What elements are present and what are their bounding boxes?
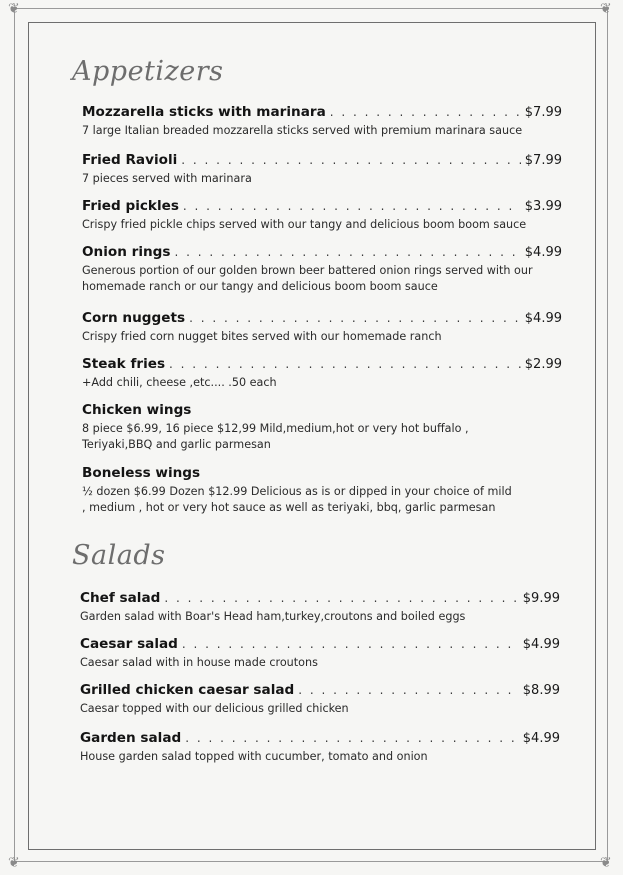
corner-flourish-icon: ❦ <box>600 855 612 871</box>
item-price: $4.99 <box>524 245 562 260</box>
leader-dots <box>298 683 519 697</box>
item-price: $4.99 <box>522 731 560 746</box>
item-description: ½ dozen $6.99 Dozen $12.99 Delicious as is or dipped in your choice of mild , medium , hot or very hot sauce as well as teriyaki, bbq, garlic parmesan <box>82 485 512 514</box>
item-description: Caesar salad with in house made croutons <box>80 656 318 669</box>
corner-flourish-icon: ❦ <box>600 1 612 17</box>
item-price: $9.99 <box>522 591 560 606</box>
menu-item-fried-pickles <box>82 198 562 233</box>
item-name: Chicken wings <box>82 402 192 418</box>
appetizers-heading: Appetizers <box>72 56 224 87</box>
item-price: $2.99 <box>524 357 562 372</box>
leader-dots <box>182 637 519 651</box>
item-description: 7 pieces served with marinara <box>82 172 252 185</box>
leader-dots <box>181 153 520 167</box>
item-name: Boneless wings <box>82 465 201 481</box>
item-name: Mozzarella sticks with marinara <box>82 104 326 120</box>
menu-item-garden-salad <box>80 730 560 765</box>
item-name: Chef salad <box>80 590 161 606</box>
leader-dots <box>183 199 521 213</box>
item-name: Garden salad <box>80 730 182 746</box>
leader-dots <box>185 731 519 745</box>
item-name: Grilled chicken caesar salad <box>80 682 295 698</box>
item-name: Caesar salad <box>80 636 178 652</box>
leader-dots <box>175 245 521 259</box>
item-name: Fried pickles <box>82 198 179 214</box>
item-name: Onion rings <box>82 244 171 260</box>
leader-dots <box>189 311 521 325</box>
item-price: $3.99 <box>524 199 562 214</box>
item-price: $7.99 <box>524 105 562 120</box>
menu-item-onion-rings <box>82 244 562 295</box>
item-name: Corn nuggets <box>82 310 186 326</box>
item-description: +Add chili, cheese ,etc.... .50 each <box>82 376 277 389</box>
menu-item-fried-ravioli <box>82 152 562 187</box>
menu-item-steak-fries <box>82 356 562 391</box>
salads-heading: Salads <box>72 540 166 571</box>
leader-dots <box>164 591 518 605</box>
item-price: $4.99 <box>524 311 562 326</box>
item-price: $8.99 <box>522 683 560 698</box>
menu-item-boneless-wings <box>82 465 562 516</box>
item-description: Garden salad with Boar's Head ham,turkey,croutons and boiled eggs <box>80 610 466 623</box>
item-name: Fried Ravioli <box>82 152 178 168</box>
item-description: House garden salad topped with cucumber, tomato and onion <box>80 750 428 763</box>
menu-item-chef-salad <box>80 590 560 625</box>
corner-flourish-icon: ❦ <box>8 855 20 871</box>
item-description: Generous portion of our golden brown beer battered onion rings served with our homemade ranch or our tangy and delicious boom boom sauce <box>82 264 533 293</box>
item-description: Crispy fried pickle chips served with our tangy and delicious boom boom sauce <box>82 218 527 231</box>
item-description: 7 large Italian breaded mozzarella sticks served with premium marinara sauce <box>82 124 523 137</box>
item-description: 8 piece $6.99, 16 piece $12,99 Mild,medium,hot or very hot buffalo , Teriyaki,BBQ and garlic parmesan <box>82 422 469 451</box>
item-price: $4.99 <box>522 637 560 652</box>
corner-flourish-icon: ❦ <box>8 1 20 17</box>
menu-item-corn-nuggets <box>82 310 562 345</box>
item-name: Steak fries <box>82 356 166 372</box>
menu-item-grilled-chicken-caesar-salad <box>80 682 560 717</box>
item-price: $7.99 <box>524 153 562 168</box>
menu-item-mozzarella-sticks <box>82 104 562 139</box>
menu-item-caesar-salad <box>80 636 560 671</box>
menu-item-chicken-wings <box>82 402 562 453</box>
leader-dots <box>169 357 521 371</box>
item-description: Crispy fried corn nugget bites served with our homemade ranch <box>82 330 442 343</box>
leader-dots <box>330 105 521 119</box>
item-description: Caesar topped with our delicious grilled chicken <box>80 702 349 715</box>
